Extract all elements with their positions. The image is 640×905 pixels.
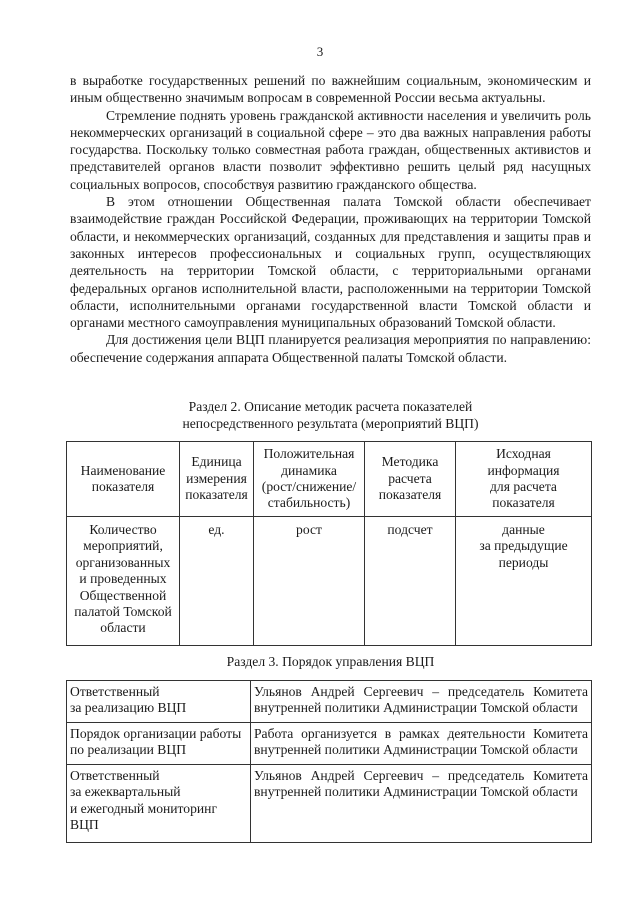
paragraph: В этом отношении Общественная палата Томской области обеспечивает взаимодействие граждан Российской Федерации, проживающих на территории Томской области, и некоммерческих организаций, созданных для представления и защиты прав и законных интересов профессиональных и социальных групп, осуществляющих деятельность на территории Томской области, с территориальными органами федеральных органов исполнительной власти, расположенными на территории Томской области, исполнительными органами государственной власти Томской области и органами местного самоуправления муниципальных образований Томской области.: [70, 194, 591, 331]
header-unit: [180, 442, 254, 517]
cell-line: Наименование: [80, 462, 166, 478]
cell-method: [365, 517, 456, 646]
cell-line: Общественной: [79, 587, 167, 603]
management-table: [66, 680, 592, 843]
cell-line: Исходная: [496, 446, 551, 462]
row-label: [67, 723, 251, 765]
table-row: [67, 723, 592, 765]
cell-line: по реализации ВЦП: [70, 742, 187, 758]
cell-line: организованных: [75, 554, 171, 570]
row-value: Ульянов Андрей Сергеевич – председатель Комитета внутренней политики Администрации Томской области: [251, 681, 592, 723]
row-value: Ульянов Андрей Сергеевич – председатель Комитета внутренней политики Администрации Томской области: [251, 765, 592, 843]
header-dynamics: [254, 442, 365, 517]
cell-line: Порядок организации работы: [70, 726, 242, 741]
row-label: [67, 765, 251, 843]
paragraph: Для достижения цели ВЦП планируется реализация мероприятия по направлению: обеспечение содержания аппарата Общественной палаты Томской области.: [70, 332, 591, 365]
cell-line: показателя: [185, 487, 248, 503]
row-label: [67, 681, 251, 723]
cell-line: (рост/снижение/: [261, 479, 357, 494]
cell-line: мероприятий,: [83, 538, 163, 554]
row-value: Работа организуется в рамках деятельности Комитета внутренней политики Администрации Томской области: [251, 723, 592, 765]
cell-line: стабильность): [267, 495, 351, 511]
cell-line: для расчета: [490, 479, 557, 494]
table-row: [67, 681, 592, 723]
section2-title: [70, 398, 591, 433]
cell-line: Положительная: [263, 446, 355, 462]
cell-line: за реализацию ВЦП: [70, 700, 187, 716]
cell-line: и проведенных: [79, 571, 167, 587]
cell-line: Ответственный: [70, 768, 160, 783]
cell-line: ВЦП: [70, 817, 99, 833]
cell-line: Ответственный: [70, 684, 160, 699]
cell-line: информация: [487, 462, 560, 478]
cell-unit: [180, 517, 254, 646]
cell-line: измерения: [186, 470, 247, 486]
table-header-row: [67, 442, 592, 517]
table-row: [67, 517, 592, 646]
cell-line: области: [100, 620, 146, 636]
cell-line: данные: [502, 522, 545, 537]
page-number: 3: [316, 44, 324, 59]
cell-line: Единица: [191, 454, 242, 470]
cell-line: подсчет: [387, 522, 433, 537]
cell-line: показателя: [378, 487, 442, 503]
section2-title-line: Раздел 2. Описание методик расчета показателей: [188, 399, 473, 414]
cell-line: рост: [296, 522, 322, 537]
cell-line: показателя: [91, 479, 155, 494]
table-row: [67, 765, 592, 843]
paragraph: Стремление поднять уровень гражданской активности населения и увеличить роль некоммерческих организаций в социальной сфере – это два важных направления работы государства. Поскольку только совместная работа граждан, общественных активистов и представителей органов власти позволит эффективно решить целый ряд насущных социальных вопросов, способствуя развитию гражданского общества.: [70, 107, 591, 192]
header-method: [365, 442, 456, 517]
indicators-table: [66, 441, 592, 646]
cell-line: периоды: [498, 554, 549, 570]
cell-line: ед.: [208, 522, 225, 537]
cell-line: показателя: [492, 495, 555, 511]
cell-line: за ежеквартальный: [70, 784, 181, 800]
cell-line: динамика: [281, 462, 337, 478]
paragraph: в выработке государственных решений по важнейшим социальным, экономическим и иным общественно значимым вопросам в современной России весьма актуальны.: [70, 73, 591, 106]
header-source-info: [456, 442, 592, 517]
header-indicator-name: [67, 442, 180, 517]
cell-line: за предыдущие: [479, 538, 568, 554]
section3-title: Раздел 3. Порядок управления ВЦП: [226, 654, 435, 669]
cell-line: палатой Томской: [74, 604, 172, 620]
cell-dynamics: [254, 517, 365, 646]
cell-indicator-name: [67, 517, 180, 646]
body-text: [70, 72, 591, 366]
cell-line: расчета: [388, 470, 432, 486]
cell-line: Количество: [89, 522, 157, 537]
cell-line: и ежегодный мониторинг: [70, 800, 218, 816]
cell-source-info: [456, 517, 592, 646]
section2-title-line: непосредственного результата (мероприятий ВЦП): [182, 416, 479, 432]
cell-line: Методика: [381, 454, 439, 470]
